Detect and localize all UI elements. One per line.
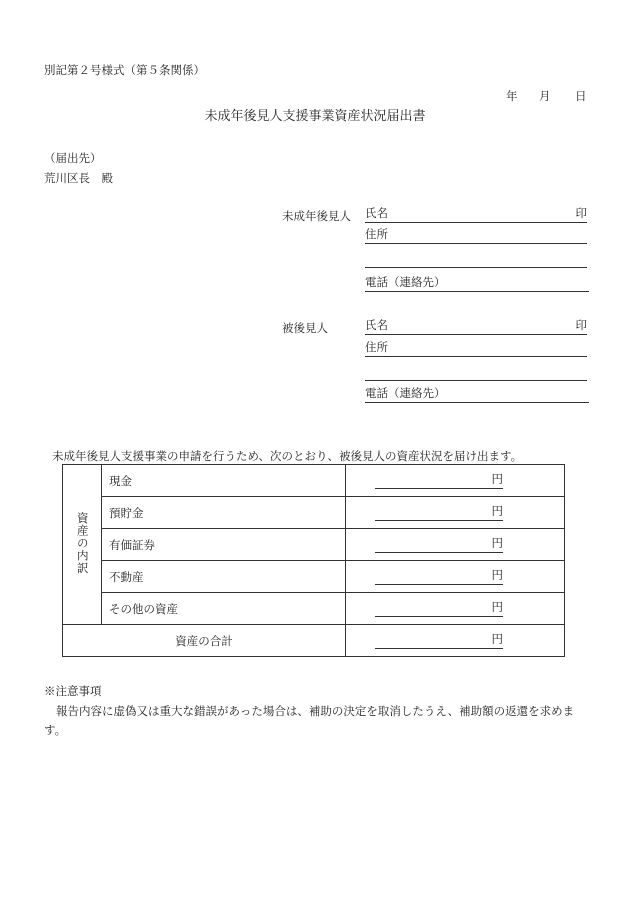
asset-row-deposits [63, 497, 565, 529]
date-year-label: 年 [506, 89, 518, 103]
asset-amount-cell[interactable] [346, 465, 565, 497]
asset-amount-cell[interactable] [346, 497, 565, 529]
currency-unit: 円 [491, 632, 503, 646]
ward-seal-mark: 印 [575, 318, 587, 332]
guardian-role-label: 未成年後見人 [282, 209, 351, 223]
document-title: 未成年後見人支援事業資産状況届出書 [204, 109, 426, 124]
asset-section-label: 資産の内訳 [75, 511, 90, 575]
form-label: 別記第２号様式（第５条関係） [44, 63, 205, 77]
ward-name-field[interactable] [365, 318, 587, 335]
asset-row-total [63, 625, 565, 657]
guardian-name-label: 氏名 [365, 206, 388, 220]
asset-item-label: 不動産 [102, 561, 346, 593]
notes-body: 報告内容に虚偽又は重大な錯誤があった場合は、補助の決定を取消したうえ、補助額の返還を求めます。 [44, 704, 575, 737]
currency-unit: 円 [491, 504, 503, 518]
asset-amount-cell[interactable] [346, 529, 565, 561]
amount-field-securities[interactable] [375, 538, 503, 553]
currency-unit: 円 [491, 536, 503, 550]
amount-field-cash[interactable] [375, 474, 503, 489]
declaration-statement: 未成年後見人支援事業の申請を行うため、次のとおり、被後見人の資産状況を届け出ます。 [52, 449, 523, 463]
guardian-phone-label: 電話（連絡先） [365, 275, 446, 289]
currency-unit: 円 [491, 600, 503, 614]
guardian-phone-field[interactable] [365, 275, 589, 292]
date-month-label: 月 [539, 89, 551, 103]
guardian-address-field[interactable] [365, 227, 587, 244]
date-day-label: 日 [575, 89, 587, 103]
ward-phone-field[interactable] [365, 386, 589, 403]
asset-row-real-estate [63, 561, 565, 593]
asset-item-label: 有価証券 [102, 529, 346, 561]
currency-unit: 円 [491, 568, 503, 582]
ward-role-label: 被後見人 [282, 321, 328, 335]
asset-row-cash [63, 465, 565, 497]
asset-row-securities [63, 529, 565, 561]
asset-total-label: 資産の合計 [63, 625, 346, 657]
asset-amount-cell[interactable] [346, 561, 565, 593]
currency-unit: 円 [491, 472, 503, 486]
addressee-name: 荒川区長 殿 [44, 171, 113, 185]
asset-item-label: 現金 [102, 465, 346, 497]
amount-field-real-estate[interactable] [375, 570, 503, 585]
guardian-address-label: 住所 [365, 227, 388, 241]
guardian-address-line2[interactable] [365, 251, 587, 268]
asset-row-other [63, 593, 565, 625]
ward-address-field[interactable] [365, 340, 587, 357]
asset-table [62, 464, 565, 657]
asset-item-label: その他の資産 [102, 593, 346, 625]
ward-address-label: 住所 [365, 340, 388, 354]
asset-amount-cell[interactable] [346, 625, 565, 657]
ward-phone-label: 電話（連絡先） [365, 386, 446, 400]
asset-section-label-cell [63, 465, 102, 625]
guardian-seal-mark: 印 [575, 206, 587, 220]
ward-name-label: 氏名 [365, 318, 388, 332]
addressee-note: （届出先） [44, 151, 102, 165]
amount-field-other[interactable] [375, 602, 503, 617]
amount-field-total[interactable] [375, 634, 503, 649]
amount-field-deposits[interactable] [375, 506, 503, 521]
guardian-name-field[interactable] [365, 206, 587, 223]
asset-amount-cell[interactable] [346, 593, 565, 625]
notes-heading: ※注意事項 [44, 684, 102, 698]
ward-address-line2[interactable] [365, 364, 587, 381]
asset-item-label: 預貯金 [102, 497, 346, 529]
